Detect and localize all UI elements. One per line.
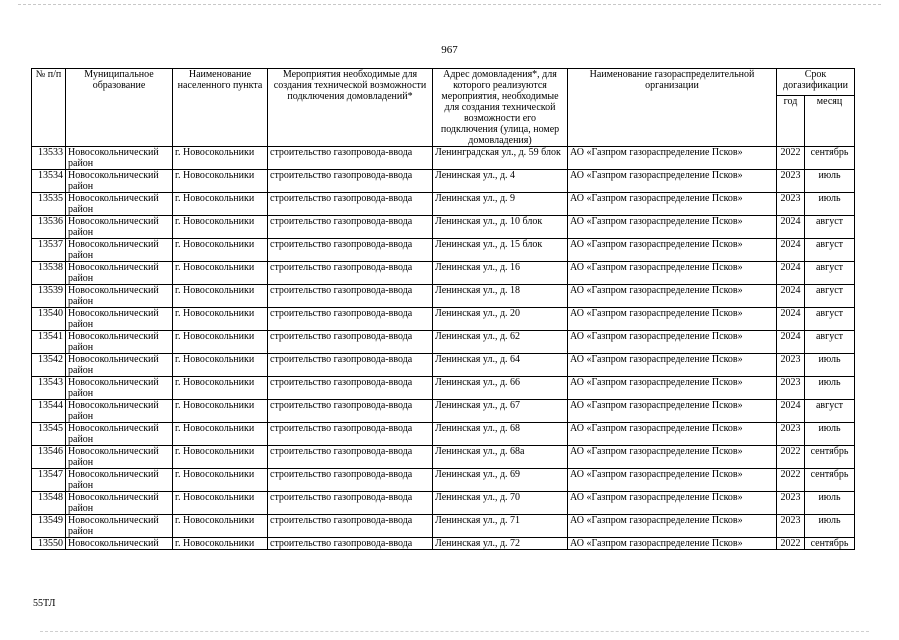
cell-organization: АО «Газпром газораспределение Псков» xyxy=(568,469,777,492)
cell-settlement: г. Новосокольники xyxy=(173,170,268,193)
cell-address: Ленинская ул., д. 16 xyxy=(433,262,568,285)
cell-organization: АО «Газпром газораспределение Псков» xyxy=(568,193,777,216)
cell-municipality: Новосокольнический район xyxy=(66,239,173,262)
cell-organization: АО «Газпром газораспределение Псков» xyxy=(568,492,777,515)
header-num: № п/п xyxy=(32,69,66,147)
cell-measure: строительство газопровода-ввода xyxy=(268,331,433,354)
cell-organization: АО «Газпром газораспределение Псков» xyxy=(568,262,777,285)
cell-municipality: Новосокольнический район xyxy=(66,423,173,446)
cell-address: Ленинская ул., д. 70 xyxy=(433,492,568,515)
cell-measure: строительство газопровода-ввода xyxy=(268,515,433,538)
cell-municipality: Новосокольнический район xyxy=(66,446,173,469)
cell-address: Ленинская ул., д. 4 xyxy=(433,170,568,193)
table-row xyxy=(32,193,855,216)
cell-organization: АО «Газпром газораспределение Псков» xyxy=(568,377,777,400)
cell-address: Ленинская ул., д. 69 xyxy=(433,469,568,492)
table-row xyxy=(32,423,855,446)
cell-settlement: г. Новосокольники xyxy=(173,354,268,377)
cell-settlement: г. Новосокольники xyxy=(173,377,268,400)
cell-num: 13544 xyxy=(32,400,66,423)
cell-municipality: Новосокольнический район xyxy=(66,331,173,354)
cell-num: 13533 xyxy=(32,147,66,170)
cell-month: сентябрь xyxy=(805,446,855,469)
cell-num: 13545 xyxy=(32,423,66,446)
cell-settlement: г. Новосокольники xyxy=(173,262,268,285)
cell-organization: АО «Газпром газораспределение Псков» xyxy=(568,400,777,423)
cell-address: Ленинградская ул., д. 59 блок xyxy=(433,147,568,170)
cell-num: 13543 xyxy=(32,377,66,400)
cell-month: сентябрь xyxy=(805,147,855,170)
cell-organization: АО «Газпром газораспределение Псков» xyxy=(568,423,777,446)
cell-settlement: г. Новосокольники xyxy=(173,469,268,492)
cell-num: 13548 xyxy=(32,492,66,515)
cell-settlement: г. Новосокольники xyxy=(173,308,268,331)
cell-organization: АО «Газпром газораспределение Псков» xyxy=(568,538,777,550)
cell-month: сентябрь xyxy=(805,469,855,492)
table-row xyxy=(32,354,855,377)
cell-address: Ленинская ул., д. 18 xyxy=(433,285,568,308)
cell-organization: АО «Газпром газораспределение Псков» xyxy=(568,446,777,469)
page-number: 967 xyxy=(441,44,458,56)
cell-municipality: Новосокольнический район xyxy=(66,515,173,538)
cell-municipality: Новосокольнический район xyxy=(66,216,173,239)
cell-settlement: г. Новосокольники xyxy=(173,400,268,423)
cell-year: 2024 xyxy=(777,262,805,285)
table-row xyxy=(32,538,855,550)
table-header xyxy=(32,69,855,147)
cell-measure: строительство газопровода-ввода xyxy=(268,354,433,377)
cell-municipality: Новосокольнический район xyxy=(66,285,173,308)
table-row xyxy=(32,469,855,492)
cell-settlement: г. Новосокольники xyxy=(173,515,268,538)
cell-settlement: г. Новосокольники xyxy=(173,331,268,354)
cell-organization: АО «Газпром газораспределение Псков» xyxy=(568,331,777,354)
cell-organization: АО «Газпром газораспределение Псков» xyxy=(568,354,777,377)
cell-year: 2023 xyxy=(777,193,805,216)
cell-address: Ленинская ул., д. 72 xyxy=(433,538,568,550)
header-month: месяц xyxy=(805,96,855,147)
header-address: Адрес домовладения*, для которого реализуются мероприятия, необходимые для создания технической возможности его подключения (улица, номер домовладения) xyxy=(433,69,568,147)
cell-address: Ленинская ул., д. 67 xyxy=(433,400,568,423)
table-row xyxy=(32,285,855,308)
table-row xyxy=(32,262,855,285)
cell-num: 13542 xyxy=(32,354,66,377)
cell-year: 2023 xyxy=(777,492,805,515)
cell-year: 2023 xyxy=(777,515,805,538)
cell-settlement: г. Новосокольники xyxy=(173,193,268,216)
cell-address: Ленинская ул., д. 64 xyxy=(433,354,568,377)
table-row xyxy=(32,446,855,469)
cell-month: август xyxy=(805,285,855,308)
cell-address: Ленинская ул., д. 10 блок xyxy=(433,216,568,239)
cell-month: август xyxy=(805,400,855,423)
cell-measure: строительство газопровода-ввода xyxy=(268,423,433,446)
cell-num: 13540 xyxy=(32,308,66,331)
cell-measure: строительство газопровода-ввода xyxy=(268,285,433,308)
cell-measure: строительство газопровода-ввода xyxy=(268,170,433,193)
cell-num: 13549 xyxy=(32,515,66,538)
cell-address: Ленинская ул., д. 62 xyxy=(433,331,568,354)
cell-settlement: г. Новосокольники xyxy=(173,446,268,469)
cell-year: 2023 xyxy=(777,423,805,446)
cell-municipality: Новосокольнический район xyxy=(66,400,173,423)
table-row xyxy=(32,400,855,423)
cell-address: Ленинская ул., д. 66 xyxy=(433,377,568,400)
cell-num: 13546 xyxy=(32,446,66,469)
cell-year: 2024 xyxy=(777,308,805,331)
cell-municipality: Новосокольнический район xyxy=(66,308,173,331)
cell-municipality: Новосокольнический район xyxy=(66,492,173,515)
cell-year: 2024 xyxy=(777,239,805,262)
cell-year: 2024 xyxy=(777,285,805,308)
cell-organization: АО «Газпром газораспределение Псков» xyxy=(568,216,777,239)
table-row xyxy=(32,216,855,239)
cell-address: Ленинская ул., д. 68а xyxy=(433,446,568,469)
cell-year: 2024 xyxy=(777,331,805,354)
table-body xyxy=(32,147,855,550)
cell-settlement: г. Новосокольники xyxy=(173,216,268,239)
cell-num: 13538 xyxy=(32,262,66,285)
scan-artifact-bottom xyxy=(40,631,869,632)
table-row xyxy=(32,147,855,170)
cell-month: август xyxy=(805,308,855,331)
header-measures: Мероприятия необходимые для создания технической возможности подключения домовладений* xyxy=(268,69,433,147)
cell-measure: строительство газопровода-ввода xyxy=(268,147,433,170)
table-row xyxy=(32,377,855,400)
table-row xyxy=(32,308,855,331)
cell-municipality: Новосокольнический район xyxy=(66,170,173,193)
cell-measure: строительство газопровода-ввода xyxy=(268,193,433,216)
table-row xyxy=(32,170,855,193)
table-row xyxy=(32,515,855,538)
cell-num: 13547 xyxy=(32,469,66,492)
cell-municipality: Новосокольнический район xyxy=(66,147,173,170)
cell-municipality: Новосокольнический район xyxy=(66,262,173,285)
header-year: год xyxy=(777,96,805,147)
cell-organization: АО «Газпром газораспределение Псков» xyxy=(568,515,777,538)
cell-num: 13541 xyxy=(32,331,66,354)
cell-measure: строительство газопровода-ввода xyxy=(268,308,433,331)
cell-municipality: Новосокольнический район xyxy=(66,354,173,377)
table-row xyxy=(32,331,855,354)
cell-measure: строительство газопровода-ввода xyxy=(268,216,433,239)
cell-measure: строительство газопровода-ввода xyxy=(268,538,433,550)
cell-address: Ленинская ул., д. 20 xyxy=(433,308,568,331)
header-settlement: Наименование населенного пункта xyxy=(173,69,268,147)
cell-address: Ленинская ул., д. 71 xyxy=(433,515,568,538)
cell-measure: строительство газопровода-ввода xyxy=(268,492,433,515)
cell-organization: АО «Газпром газораспределение Псков» xyxy=(568,285,777,308)
scan-artifact-top xyxy=(18,4,881,5)
cell-settlement: г. Новосокольники xyxy=(173,239,268,262)
cell-num: 13539 xyxy=(32,285,66,308)
cell-month: сентябрь xyxy=(805,538,855,550)
header-municipality: Муниципальное образование xyxy=(66,69,173,147)
cell-municipality: Новосокольнический район xyxy=(66,193,173,216)
cell-organization: АО «Газпром газораспределение Псков» xyxy=(568,147,777,170)
cell-address: Ленинская ул., д. 9 xyxy=(433,193,568,216)
cell-num: 13535 xyxy=(32,193,66,216)
cell-measure: строительство газопровода-ввода xyxy=(268,446,433,469)
cell-year: 2024 xyxy=(777,400,805,423)
cell-municipality: Новосокольнический xyxy=(66,538,173,550)
cell-num: 13537 xyxy=(32,239,66,262)
cell-num: 13536 xyxy=(32,216,66,239)
cell-address: Ленинская ул., д. 68 xyxy=(433,423,568,446)
header-deadline: Срок догазификации xyxy=(777,69,855,96)
cell-num: 13534 xyxy=(32,170,66,193)
cell-year: 2022 xyxy=(777,147,805,170)
cell-settlement: г. Новосокольники xyxy=(173,285,268,308)
cell-year: 2022 xyxy=(777,469,805,492)
cell-year: 2023 xyxy=(777,377,805,400)
cell-month: август xyxy=(805,331,855,354)
cell-month: август xyxy=(805,262,855,285)
gasification-table xyxy=(31,68,855,550)
cell-settlement: г. Новосокольники xyxy=(173,423,268,446)
cell-organization: АО «Газпром газораспределение Псков» xyxy=(568,170,777,193)
table-row xyxy=(32,492,855,515)
cell-year: 2023 xyxy=(777,354,805,377)
cell-address: Ленинская ул., д. 15 блок xyxy=(433,239,568,262)
table-row xyxy=(32,239,855,262)
cell-settlement: г. Новосокольники xyxy=(173,492,268,515)
cell-year: 2024 xyxy=(777,216,805,239)
cell-organization: АО «Газпром газораспределение Псков» xyxy=(568,308,777,331)
cell-year: 2022 xyxy=(777,446,805,469)
footer-code: 55ТЛ xyxy=(33,598,56,609)
cell-year: 2022 xyxy=(777,538,805,550)
cell-month: июль xyxy=(805,193,855,216)
cell-measure: строительство газопровода-ввода xyxy=(268,400,433,423)
cell-measure: строительство газопровода-ввода xyxy=(268,262,433,285)
cell-organization: АО «Газпром газораспределение Псков» xyxy=(568,239,777,262)
cell-month: июль xyxy=(805,423,855,446)
cell-month: июль xyxy=(805,492,855,515)
cell-measure: строительство газопровода-ввода xyxy=(268,239,433,262)
cell-month: июль xyxy=(805,515,855,538)
cell-month: июль xyxy=(805,377,855,400)
cell-municipality: Новосокольнический район xyxy=(66,469,173,492)
cell-settlement: г. Новосокольники xyxy=(173,538,268,550)
cell-year: 2023 xyxy=(777,170,805,193)
header-organization: Наименование газораспределительной организации xyxy=(568,69,777,147)
cell-municipality: Новосокольнический район xyxy=(66,377,173,400)
cell-month: август xyxy=(805,239,855,262)
cell-num: 13550 xyxy=(32,538,66,550)
cell-month: июль xyxy=(805,354,855,377)
cell-month: июль xyxy=(805,170,855,193)
cell-measure: строительство газопровода-ввода xyxy=(268,377,433,400)
cell-month: август xyxy=(805,216,855,239)
cell-settlement: г. Новосокольники xyxy=(173,147,268,170)
cell-measure: строительство газопровода-ввода xyxy=(268,469,433,492)
